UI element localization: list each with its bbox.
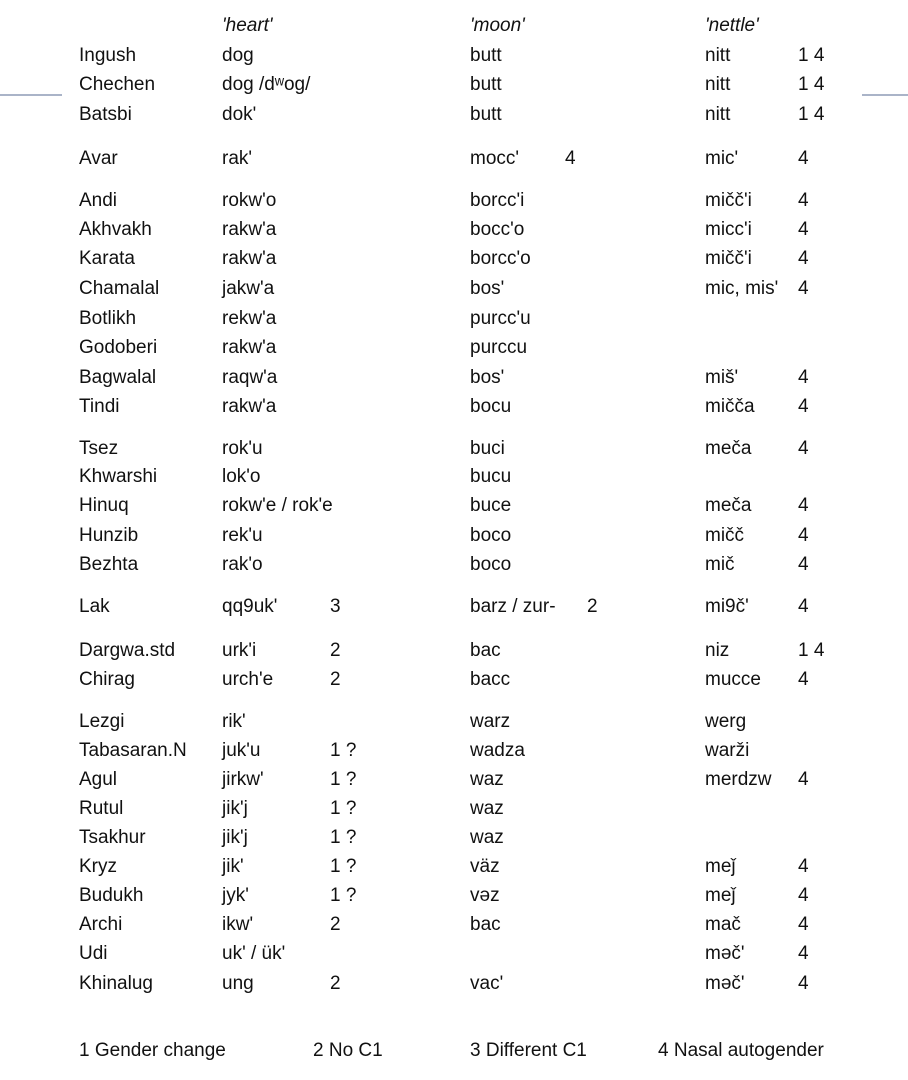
moon-form: bacc — [470, 669, 511, 690]
language: Udi — [79, 943, 108, 964]
nettle-note: 4 — [798, 669, 809, 690]
nettle-form: werg — [705, 711, 747, 732]
moon-form: buce — [470, 495, 512, 516]
heart-note: 3 — [330, 596, 341, 617]
heart-form: juk'u — [222, 740, 261, 761]
nettle-note: 4 — [798, 525, 809, 546]
language: Karata — [79, 248, 135, 269]
nettle-note: 1 4 — [798, 640, 825, 661]
language: Archi — [79, 914, 123, 935]
nettle-note: 1 4 — [798, 45, 825, 66]
language: Khwarshi — [79, 466, 158, 487]
heart-form: jyk' — [222, 885, 249, 906]
column-header-moon: 'moon' — [470, 15, 525, 36]
language: Tindi — [79, 396, 120, 417]
nettle-form: mičč — [705, 525, 745, 546]
nettle-note: 4 — [798, 856, 809, 877]
heart-form: dog /dʷog/ — [222, 74, 311, 95]
moon-form: bocu — [470, 396, 512, 417]
moon-form: borcc'i — [470, 190, 525, 211]
language: Khinalug — [79, 973, 153, 994]
nettle-form: meča — [705, 495, 752, 516]
heart-note: 1 ? — [330, 827, 357, 848]
heart-form: dok' — [222, 104, 257, 125]
language: Lak — [79, 596, 110, 617]
nettle-note: 4 — [798, 769, 809, 790]
nettle-form: mičč'i — [705, 190, 752, 211]
nettle-note: 4 — [798, 248, 809, 269]
language: Chirag — [79, 669, 135, 690]
heart-form: rakw'a — [222, 248, 277, 269]
heart-form: jirkw' — [222, 769, 264, 790]
moon-form: borcc'o — [470, 248, 531, 269]
legend-gender-change: 1 Gender change — [79, 1040, 226, 1061]
nettle-form: meǰ — [705, 856, 736, 877]
nettle-form: məč' — [705, 973, 745, 994]
nettle-note: 1 4 — [798, 104, 825, 125]
heart-form: ikw' — [222, 914, 254, 935]
heart-form: rokw'o — [222, 190, 277, 211]
heart-form: rakw'a — [222, 219, 277, 240]
heart-form: qq9uk' — [222, 596, 278, 617]
moon-form: butt — [470, 74, 502, 95]
heart-note: 1 ? — [330, 885, 357, 906]
nettle-form: warži — [705, 740, 750, 761]
nettle-form: mač — [705, 914, 741, 935]
heart-note: 1 ? — [330, 856, 357, 877]
language: Rutul — [79, 798, 124, 819]
legend-nasal-autogender: 4 Nasal autogender — [658, 1040, 824, 1061]
heart-form: rakw'a — [222, 396, 277, 417]
nettle-note: 4 — [798, 973, 809, 994]
moon-form: buci — [470, 438, 505, 459]
moon-form: butt — [470, 104, 502, 125]
nettle-note: 4 — [798, 495, 809, 516]
column-header-nettle: 'nettle' — [705, 15, 759, 36]
nettle-note: 4 — [798, 596, 809, 617]
slide-divider-left — [0, 94, 62, 96]
heart-form: ung — [222, 973, 254, 994]
heart-form: rokw'e / rok'e — [222, 495, 333, 516]
heart-form: jik'j — [222, 827, 248, 848]
heart-form: lok'o — [222, 466, 261, 487]
moon-note: 4 — [565, 148, 576, 169]
legend-no-c1: 2 No C1 — [313, 1040, 383, 1061]
heart-form: uk' / ük' — [222, 943, 286, 964]
language: Batsbi — [79, 104, 132, 125]
nettle-form: mic' — [705, 148, 739, 169]
heart-form: rak' — [222, 148, 253, 169]
language: Avar — [79, 148, 118, 169]
nettle-note: 4 — [798, 396, 809, 417]
heart-form: dog — [222, 45, 254, 66]
moon-form: bocc'o — [470, 219, 525, 240]
language: Andi — [79, 190, 118, 211]
heart-form: rekw'a — [222, 308, 277, 329]
moon-form: vəz — [470, 885, 500, 906]
heart-form: jik'j — [222, 798, 248, 819]
language: Botlikh — [79, 308, 137, 329]
moon-form: bac — [470, 914, 501, 935]
language: Akhvakh — [79, 219, 152, 240]
nettle-form: mi9č' — [705, 596, 749, 617]
moon-form: waz — [470, 798, 504, 819]
moon-form: barz / zur- — [470, 596, 556, 617]
nettle-form: mičč'i — [705, 248, 752, 269]
nettle-note: 4 — [798, 148, 809, 169]
heart-note: 2 — [330, 914, 341, 935]
language: Hinuq — [79, 495, 129, 516]
moon-form: boco — [470, 554, 512, 575]
nettle-form: meǰ — [705, 885, 736, 906]
heart-form: rakw'a — [222, 337, 277, 358]
heart-note: 2 — [330, 973, 341, 994]
nettle-form: miš' — [705, 367, 739, 388]
heart-form: raqw'a — [222, 367, 278, 388]
language: Lezgi — [79, 711, 125, 732]
slide-divider-right — [862, 94, 908, 96]
moon-form: warz — [470, 711, 511, 732]
nettle-note: 4 — [798, 554, 809, 575]
heart-form: jakw'a — [222, 278, 275, 299]
language: Budukh — [79, 885, 144, 906]
nettle-note: 4 — [798, 885, 809, 906]
nettle-form: niz — [705, 640, 730, 661]
nettle-form: mic, mis' — [705, 278, 779, 299]
language: Bezhta — [79, 554, 139, 575]
language: Kryz — [79, 856, 117, 877]
nettle-note: 1 4 — [798, 74, 825, 95]
moon-form: bucu — [470, 466, 512, 487]
language: Tsez — [79, 438, 119, 459]
nettle-form: merdzw — [705, 769, 772, 790]
language: Ingush — [79, 45, 137, 66]
nettle-form: mič — [705, 554, 735, 575]
language: Dargwa.std — [79, 640, 176, 661]
heart-form: rok'u — [222, 438, 263, 459]
nettle-note: 4 — [798, 943, 809, 964]
heart-form: rak'o — [222, 554, 263, 575]
nettle-form: nitt — [705, 45, 731, 66]
moon-form: vac' — [470, 973, 504, 994]
moon-form: väz — [470, 856, 500, 877]
nettle-form: məč' — [705, 943, 745, 964]
moon-form: waz — [470, 827, 504, 848]
language: Agul — [79, 769, 118, 790]
language: Tsakhur — [79, 827, 146, 848]
heart-note: 1 ? — [330, 798, 357, 819]
moon-form: waz — [470, 769, 504, 790]
moon-note: 2 — [587, 596, 598, 617]
language: Chechen — [79, 74, 156, 95]
nettle-form: micc'i — [705, 219, 752, 240]
moon-form: purcc'u — [470, 308, 531, 329]
nettle-note: 4 — [798, 278, 809, 299]
language: Bagwalal — [79, 367, 157, 388]
nettle-form: nitt — [705, 74, 731, 95]
heart-note: 1 ? — [330, 740, 357, 761]
heart-form: urk'i — [222, 640, 257, 661]
column-header-heart: 'heart' — [222, 15, 273, 36]
moon-form: mocc' — [470, 148, 520, 169]
moon-form: bac — [470, 640, 501, 661]
moon-form: butt — [470, 45, 502, 66]
moon-form: bos' — [470, 367, 505, 388]
moon-form: bos' — [470, 278, 505, 299]
heart-note: 2 — [330, 640, 341, 661]
nettle-note: 4 — [798, 190, 809, 211]
language: Chamalal — [79, 278, 160, 299]
nettle-form: miččа — [705, 396, 755, 417]
language: Godoberi — [79, 337, 158, 358]
language: Hunzib — [79, 525, 139, 546]
heart-form: jik' — [222, 856, 244, 877]
heart-form: rek'u — [222, 525, 263, 546]
heart-note: 1 ? — [330, 769, 357, 790]
nettle-note: 4 — [798, 914, 809, 935]
heart-note: 2 — [330, 669, 341, 690]
nettle-note: 4 — [798, 438, 809, 459]
nettle-form: nitt — [705, 104, 731, 125]
legend-different-c1: 3 Different C1 — [470, 1040, 587, 1061]
nettle-form: mucce — [705, 669, 761, 690]
heart-form: rik' — [222, 711, 246, 732]
nettle-form: meča — [705, 438, 752, 459]
moon-form: purccu — [470, 337, 528, 358]
moon-form: wadza — [470, 740, 525, 761]
heart-form: urch'e — [222, 669, 274, 690]
nettle-note: 4 — [798, 367, 809, 388]
moon-form: boco — [470, 525, 512, 546]
language: Tabasaran.N — [79, 740, 187, 761]
nettle-note: 4 — [798, 219, 809, 240]
